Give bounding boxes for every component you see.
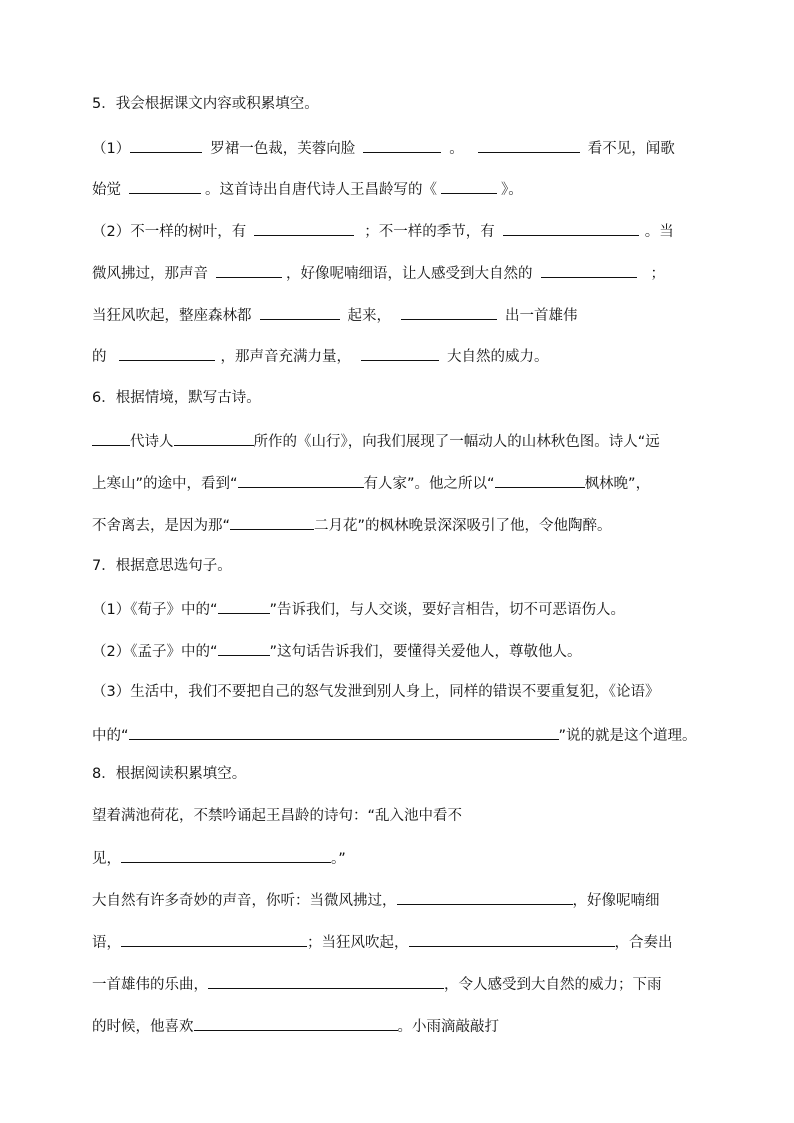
fill-blank[interactable] — [478, 137, 580, 153]
q5-l3-text-a: （2）不一样的树叶，有 — [92, 224, 247, 240]
q5-title: 5．我会根据课文内容或积累填空。 — [92, 96, 319, 112]
q6-l2-text-b: 有人家”。他之所以“ — [363, 476, 495, 492]
q5-l2-text-b: 。这首诗出自唐代诗人王昌龄写的《 — [205, 182, 437, 198]
q5-line-6 — [92, 345, 732, 365]
fill-blank[interactable] — [541, 262, 637, 278]
q8-line-2 — [92, 847, 732, 867]
q5-l2-text-a: 始觉 — [92, 182, 121, 198]
q7-line-1 — [92, 598, 732, 618]
q5-l4-text-a: 微风拂过，那声音 — [92, 266, 208, 282]
q7-l1-text-b: ”告诉我们，与人交谈，要好言相告，切不可恶语伤人。 — [269, 602, 626, 618]
q7-line-4 — [92, 724, 732, 744]
fill-blank[interactable] — [208, 973, 444, 989]
fill-blank[interactable] — [121, 931, 307, 947]
fill-blank[interactable] — [238, 472, 364, 488]
q5-l3-text-c: 。当 — [644, 224, 674, 240]
q6-l1-text-b: 所作的《山行》，向我们展现了一幅动人的山林秋色图。诗人“远 — [253, 434, 660, 450]
q6-line-2 — [92, 472, 732, 492]
fill-blank[interactable] — [130, 137, 202, 153]
fill-blank[interactable] — [441, 178, 497, 194]
q8-l4-text-b: ；当狂风吹起， — [307, 935, 409, 951]
fill-blank[interactable] — [503, 220, 639, 236]
fill-blank[interactable] — [397, 889, 573, 905]
fill-blank[interactable] — [129, 724, 559, 740]
fill-blank[interactable] — [363, 137, 441, 153]
fill-blank[interactable] — [254, 220, 354, 236]
fill-blank[interactable] — [218, 598, 270, 614]
q5-line-4 — [92, 262, 732, 282]
q8-line-3 — [92, 889, 732, 909]
q7-l4-text-b: ”说的就是这个道理。 — [558, 728, 697, 744]
q8-l5-text-a: 一首雄伟的乐曲， — [92, 977, 208, 993]
fill-blank[interactable] — [174, 430, 254, 446]
q7-l2-text-a: （2）《孟子》中的“ — [92, 644, 218, 660]
q5-line-3 — [92, 220, 732, 240]
q8-l6-text-a: 的时候，他喜欢 — [92, 1019, 194, 1035]
q5-l1-text-a: （1） — [92, 141, 131, 157]
q7-l4-text-a: 中的“ — [92, 728, 129, 744]
q5-l1-text-b: 罗裙一色裁，芙蓉向脸 — [210, 141, 356, 157]
fill-blank[interactable] — [409, 931, 615, 947]
fill-blank[interactable] — [216, 262, 282, 278]
q5-l2-text-c: 》。 — [501, 182, 523, 198]
q5-l6-text-b: ，那声音充满力量， — [220, 349, 351, 365]
fill-blank[interactable] — [230, 514, 314, 530]
q7-line-3 — [92, 682, 732, 702]
q8-l4-text-a: 语， — [92, 935, 121, 951]
q7-l2-text-b: ”这句话告诉我们，要懂得关爱他人，尊敬他人。 — [269, 644, 582, 660]
q7-l1-text-a: （1）《荀子》中的“ — [92, 602, 218, 618]
fill-blank[interactable] — [495, 472, 585, 488]
q5-line-1 — [92, 137, 732, 157]
q6-line-3 — [92, 514, 732, 534]
fill-blank[interactable] — [129, 178, 201, 194]
q7-title: 7．根据意思选句子。 — [92, 558, 232, 574]
q8-line-4 — [92, 931, 732, 951]
fill-blank[interactable] — [218, 640, 270, 656]
q5-line-2 — [92, 178, 732, 198]
q5-line-5 — [92, 304, 732, 324]
q8-l3-text-b: ，好像呢喃细 — [572, 893, 660, 909]
q7-line-2 — [92, 640, 732, 660]
fill-blank[interactable] — [361, 345, 439, 361]
fill-blank[interactable] — [260, 304, 340, 320]
q8-l2-text-b: 。” — [331, 851, 346, 867]
q6-title: 6．根据情境，默写古诗。 — [92, 390, 261, 406]
q6-l3-text-b: 二月花”的枫林晚景深深吸引了他，令他陶醉。 — [314, 518, 612, 534]
q8-l4-text-c: ，合奏出 — [614, 935, 673, 951]
q5-l5-text-b: 起来， — [347, 308, 391, 324]
q5-l4-text-b: ，好像呢喃细语，让人感受到大自然的 — [286, 266, 533, 282]
q8-title: 8．根据阅读积累填空。 — [92, 766, 247, 782]
q8-l1-text-a: 望着满池荷花，不禁吟诵起王昌龄的诗句：“乱入池中看不 — [92, 808, 463, 824]
q6-l2-text-c: 枫林晚”， — [584, 476, 651, 492]
q5-l6-text-c: 大自然的威力。 — [447, 349, 549, 365]
fill-blank[interactable] — [92, 430, 130, 446]
q6-line-1 — [92, 430, 732, 450]
q8-l5-text-b: ，令人感受到大自然的威力；下雨 — [444, 977, 662, 993]
q8-l2-text-a: 见， — [92, 851, 121, 867]
q5-l1-text-c: 。 — [449, 141, 464, 157]
q8-line-5 — [92, 973, 732, 993]
fill-blank[interactable] — [121, 847, 331, 863]
q7-l3-text-a: （3）生活中，我们不要把自己的怒气发泄到别人身上，同样的错误不要重复犯，《论语》 — [92, 684, 660, 700]
q8-line-6 — [92, 1015, 732, 1035]
fill-blank[interactable] — [119, 345, 215, 361]
fill-blank[interactable] — [194, 1015, 398, 1031]
q8-l3-text-a: 大自然有许多奇妙的声音，你听：当微风拂过， — [92, 893, 397, 909]
q6-l1-text-a: 代诗人 — [130, 434, 174, 450]
q6-l3-text-a: 不舍离去，是因为那“ — [92, 518, 231, 534]
q5-l1-text-d: 看不见，闻歌 — [587, 141, 675, 157]
q8-line-1 — [92, 806, 732, 826]
q5-l5-text-c: 出一首雄伟 — [505, 308, 578, 324]
q5-l4-text-c: ； — [650, 266, 665, 282]
q5-l3-text-b: ；不一样的季节，有 — [364, 224, 495, 240]
q5-l5-text-a: 当狂风吹起，整座森林都 — [92, 308, 252, 324]
q5-l6-text-a: 的 — [92, 349, 107, 365]
q8-l6-text-b: 。小雨滴敲敲打 — [397, 1019, 499, 1035]
q6-l2-text-a: 上寒山”的途中，看到“ — [92, 476, 238, 492]
fill-blank[interactable] — [401, 304, 497, 320]
